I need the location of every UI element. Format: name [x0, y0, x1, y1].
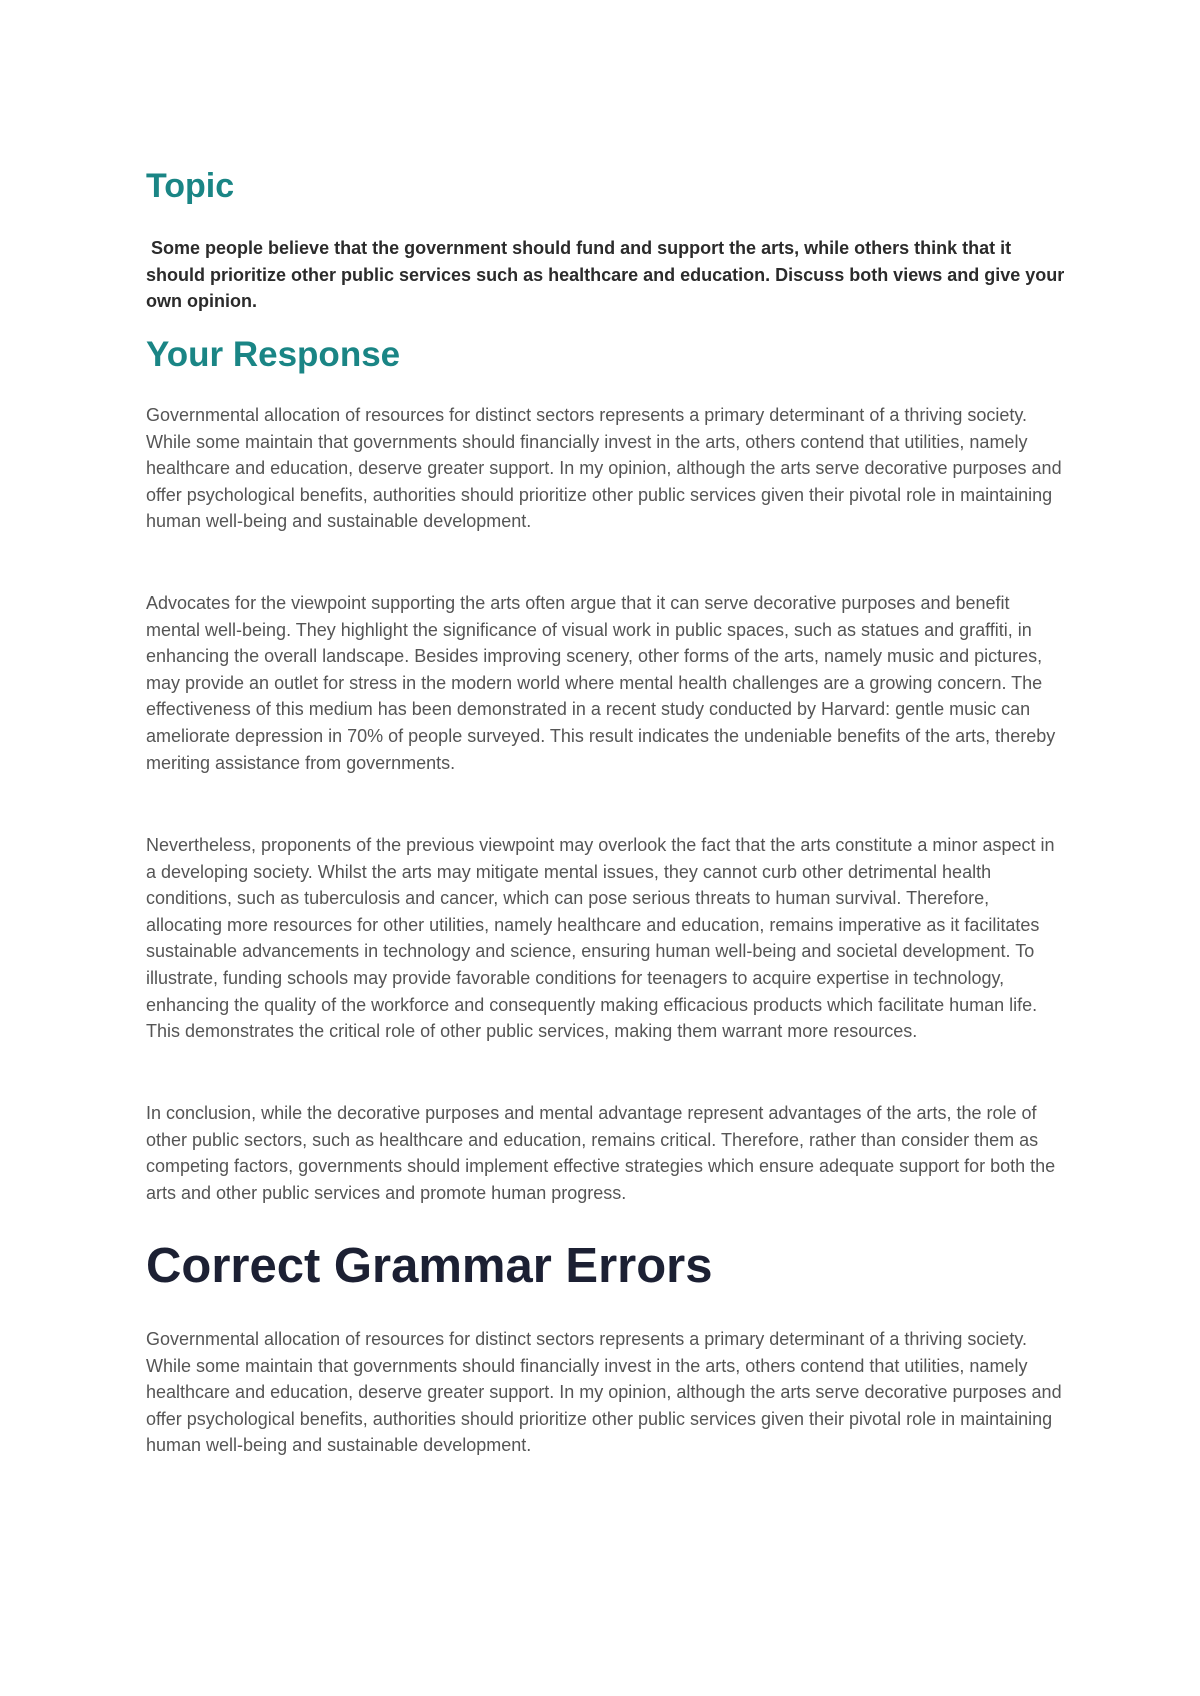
response-heading: Your Response — [146, 335, 401, 374]
grammar-paragraph: Governmental allocation of resources for distinct sectors represents a primary determinant of a thriving society. While some maintain that governments should financially invest in the arts, others contend that utilities, namely healthcare and education, deserve greater support. In my opinion, although the arts serve decorative purposes and offer psychological benefits, authorities should prioritize other public services given their pivotal role in maintaining human well-being and sustainable development. — [146, 1329, 1062, 1456]
response-paragraph-intro: Governmental allocation of resources for distinct sectors represents a primary determinant of a thriving society. While some maintain that governments should financially invest in the arts, others contend that utilities, namely healthcare and education, deserve greater support. In my opinion, although the arts serve decorative purposes and offer psychological benefits, authorities should prioritize other public services given their pivotal role in maintaining human well-being and sustainable development. — [146, 405, 1062, 532]
grammar-heading: Correct Grammar Errors — [146, 1239, 713, 1293]
topic-heading: Topic — [146, 167, 235, 205]
topic-prompt: Some people believe that the government should fund and support the arts, while others think that it should prioritize other public services such as healthcare and education. Discuss both views and give your own opinion. — [146, 238, 1070, 311]
response-paragraph-body-2: Nevertheless, proponents of the previous viewpoint may overlook the fact that the arts constitute a minor aspect in a developing society. Whilst the arts may mitigate mental issues, they cannot curb other detrimental health conditions, such as tuberculosis and cancer, which can pose serious threats to human survival. Therefore, allocating more resources for other utilities, namely healthcare and education, remains imperative as it facilitates sustainable advancements in technology and science, ensuring human well-being and societal development. To illustrate, funding schools may provide favorable conditions for teenagers to acquire expertise in technology, enhancing the quality of the workforce and consequently making efficacious products which facilitate human life. This demonstrates the critical role of other public services, making them warrant more resources. — [146, 835, 1055, 1042]
response-paragraph-conclusion: In conclusion, while the decorative purposes and mental advantage represent advantages of the arts, the role of other public sectors, such as healthcare and education, remains critical. Therefore, rather than consider them as competing factors, governments should implement effective strategies which ensure adequate support for both the arts and other public services and promote human progress. — [146, 1103, 1056, 1203]
response-paragraph-body-1: Advocates for the viewpoint supporting the arts often argue that it can serve decorative purposes and benefit mental well-being. They highlight the significance of visual work in public spaces, such as statues and graffiti, in enhancing the overall landscape. Besides improving scenery, other forms of the arts, namely music and pictures, may provide an outlet for stress in the modern world where mental health challenges are a growing concern. The effectiveness of this medium has been demonstrated in a recent study conducted by Harvard: gentle music can ameliorate depression in 70% of people surveyed. This result indicates the undeniable benefits of the arts, thereby meriting assistance from governments. — [146, 593, 1056, 773]
